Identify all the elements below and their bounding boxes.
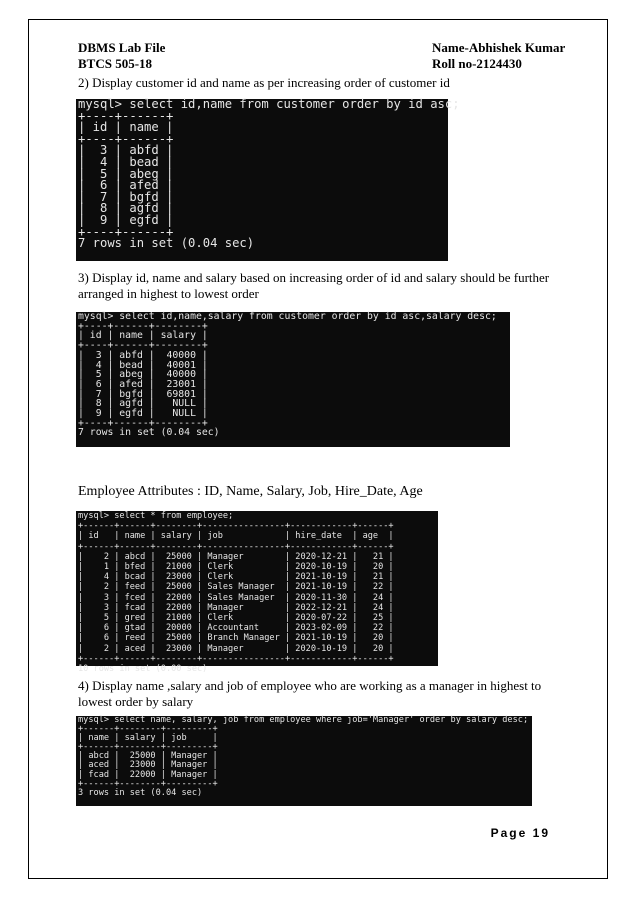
terminal-output-managers: mysql> select name, salary, job from employee where job='Manager' order by salary desc; +------+--------+---------+ | name | salary | job | +------+--------+---------+ | abcd | 25000 | Manager | | aced | 23000 | Manager | | fcad | 22000 | Manager | +------+--------+---------+ 3 rows in set (0.04 sec): [76, 716, 532, 806]
lab-file-title: DBMS Lab File: [78, 40, 166, 55]
page-number: Page 19: [490, 826, 550, 840]
terminal-output-customer-salary: mysql> select id,name,salary from customer order by id asc,salary desc; +----+------+--------+ | id | name | salary | +----+------+--------+ | 3 | abfd | 40000 | | 4 | bead | 40001 | | 5 | abeg | 40000 | | 6 | afed | 23001 | | 7 | bgfd | 69801 | | 8 | agfd | NULL | | 9 | egfd | NULL | +----+------+--------+ 7 rows in set (0.04 sec): [76, 312, 510, 447]
question-2: 2) Display customer id and name as per increasing order of customer id: [78, 75, 450, 90]
question-4: 4) Display name ,salary and job of employee who are working as a manager in highest to lowest order by salary: [78, 678, 542, 709]
question-3: 3) Display id, name and salary based on increasing order of id and salary should be further arranged in highest to lowest order: [78, 270, 550, 301]
terminal-output-employee-table: mysql> select * from employee; +------+------+--------+----------------+------------+------+ | id | name | salary | job | hire_date | age | +------+------+--------+----------------+------------+------+ | 2 | abcd | 25000 | Manager | 2020-12-21 | 21 | | 1 | bfed | 21000 | Clerk | 2020-10-19 | 20 | | 4 | bcad | 23000 | Clerk | 2021-10-19 | 21 | | 2 | feed | 25000 | Sales Manager | 2021-10-19 | 22 | | 3 | fced | 22000 | Sales Manager | 2020-11-30 | 24 | | 3 | fcad | 22000 | Manager | 2022-12-21 | 24 | | 5 | gred | 21000 | Clerk | 2020-07-22 | 25 | | 6 | gtad | 20000 | Accountant | 2023-02-09 | 22 | | 6 | reed | 25000 | Branch Manager | 2021-10-19 | 20 | | 2 | aced | 23000 | Manager | 2020-10-19 | 20 | +------+------+--------+----------------+------------+------+ 10 rows in set (0.00 sec): [76, 511, 438, 666]
terminal-output-customer-id-name: mysql> select id,name from customer order by id asc; +----+------+ | id | name | +----+------+ | 3 | abfd | | 4 | bead | | 5 | abeg | | 6 | afed | | 7 | bgfd | | 8 | agfd | | 9 | egfd | +----+------+ 7 rows in set (0.04 sec): [76, 99, 448, 261]
course-code: BTCS 505-18: [78, 56, 153, 71]
employee-attributes: Employee Attributes : ID, Name, Salary, Job, Hire_Date, Age: [78, 484, 423, 499]
roll-number: Roll no-2124430: [432, 56, 522, 71]
student-name: Name-Abhishek Kumar: [432, 40, 566, 55]
